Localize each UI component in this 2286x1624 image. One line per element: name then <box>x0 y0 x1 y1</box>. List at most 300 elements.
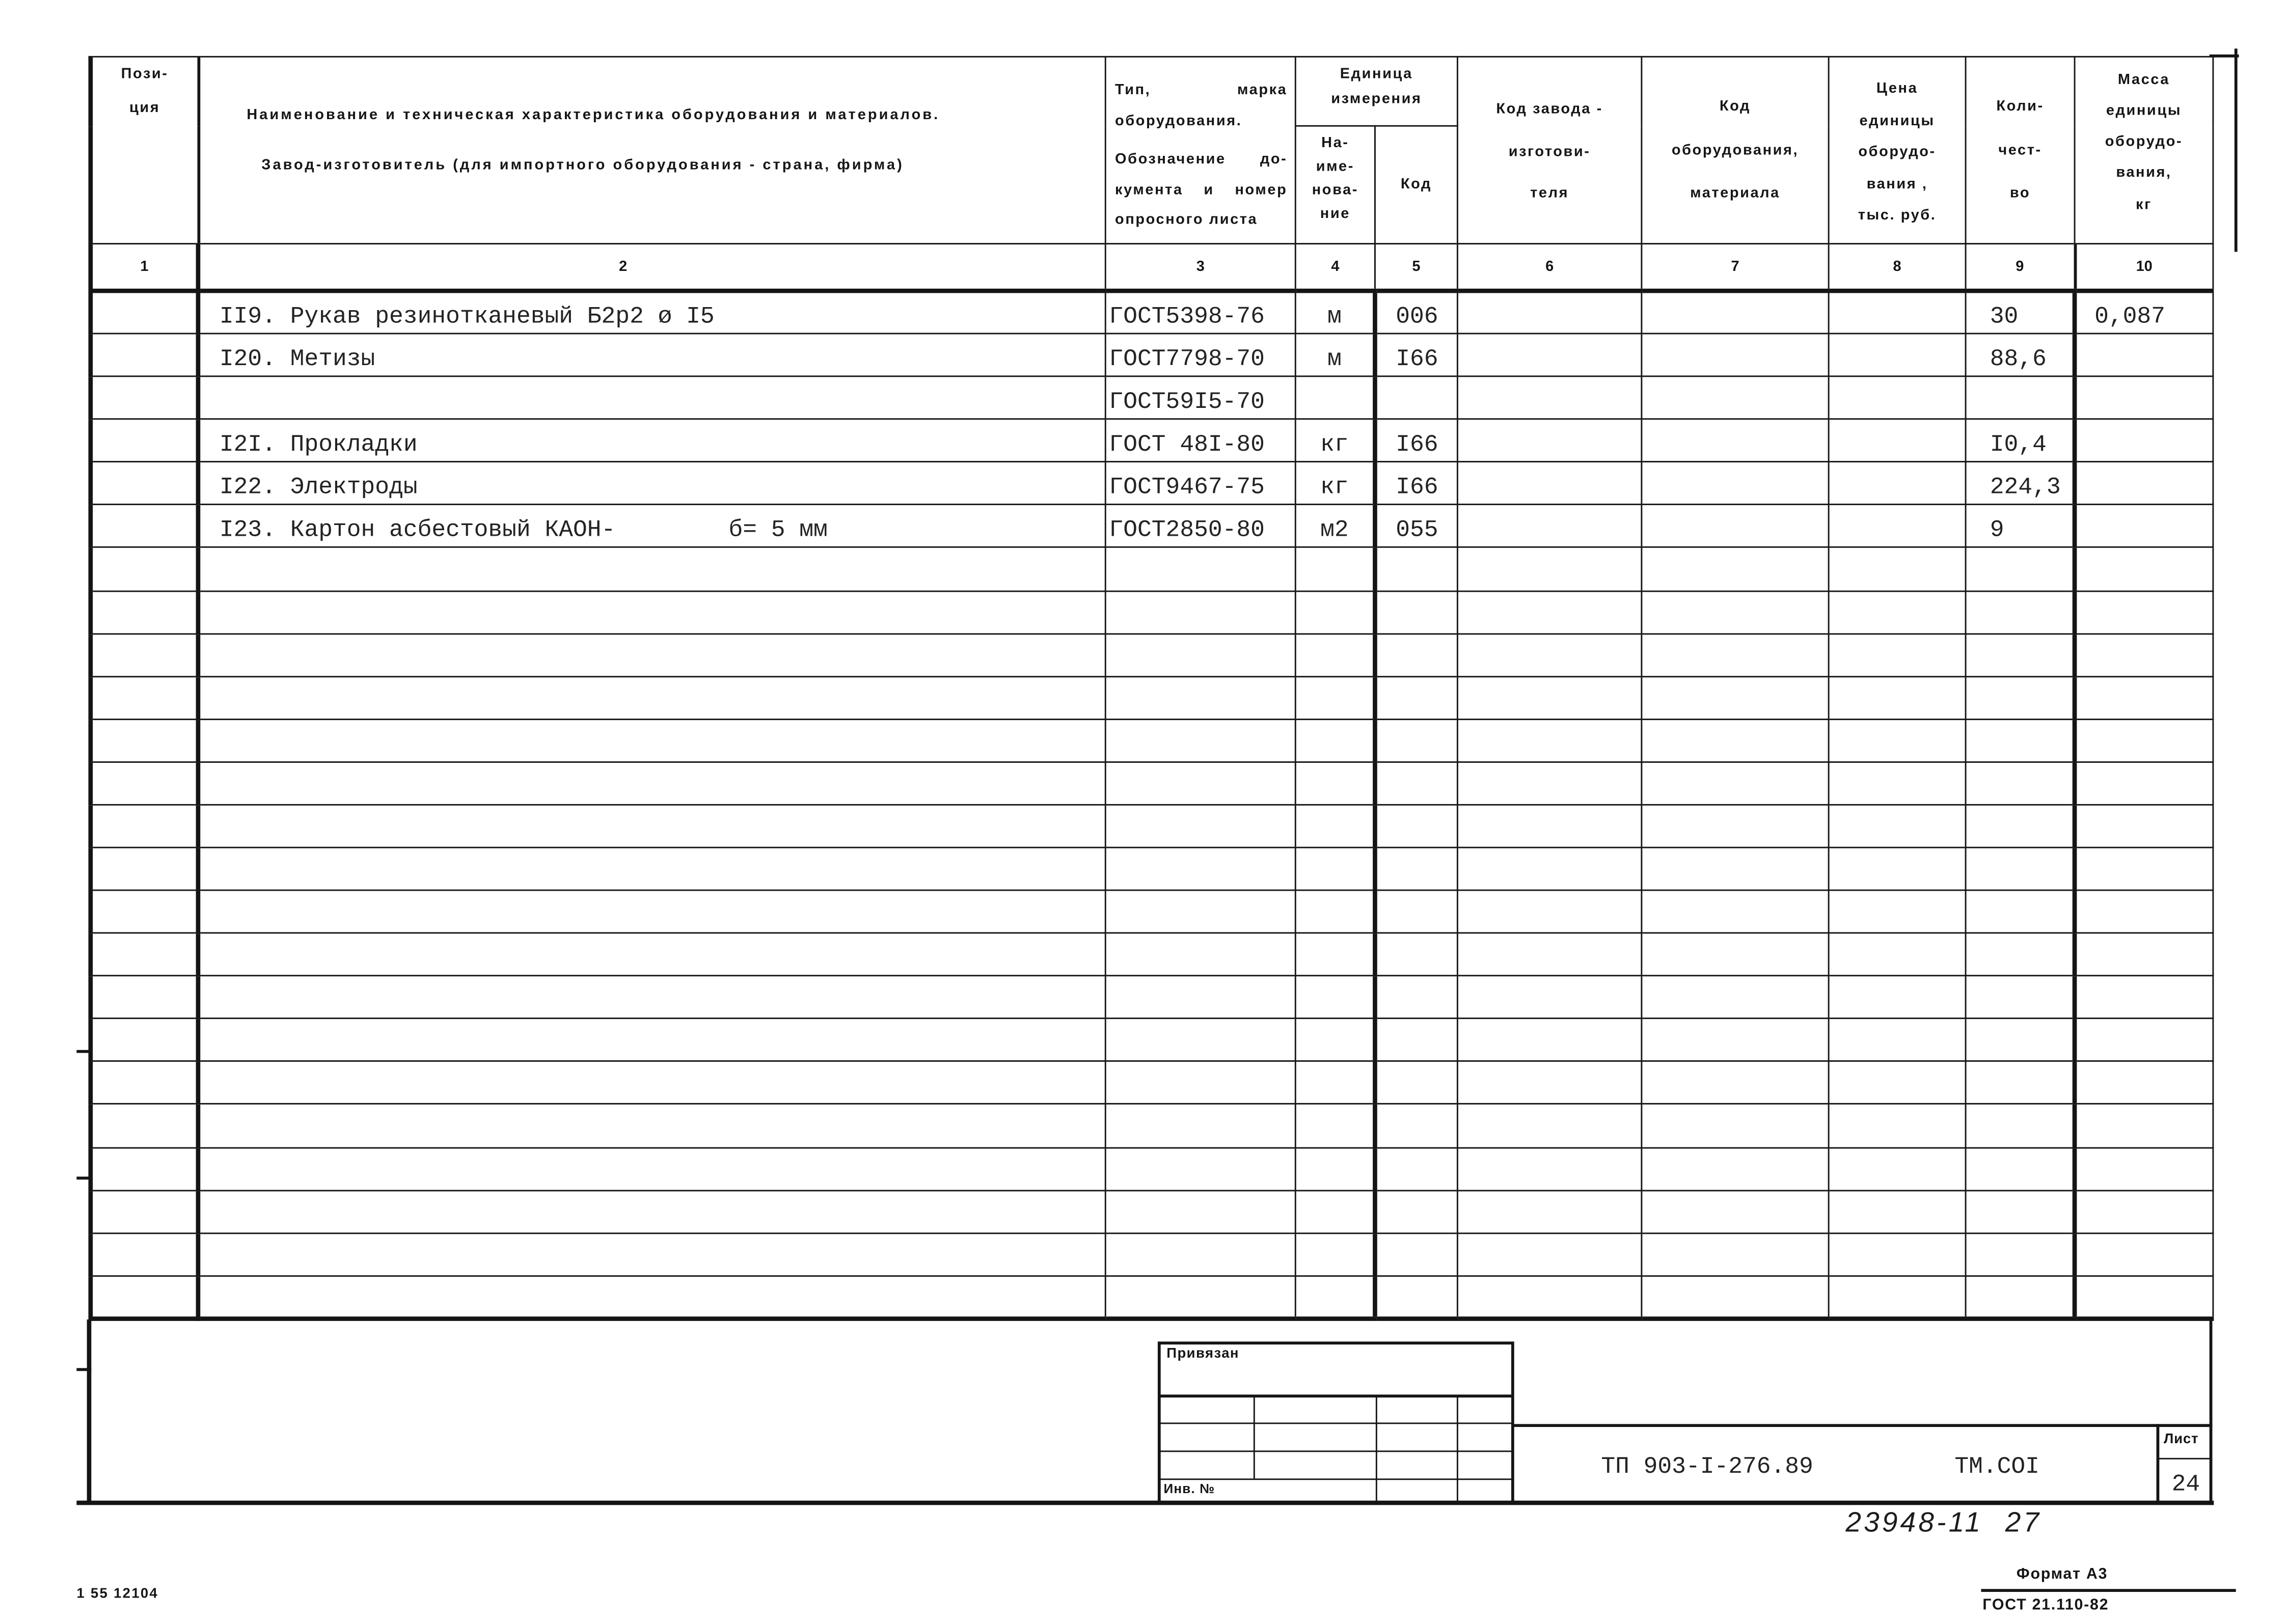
cell-unit-name <box>1295 376 1375 419</box>
cell-unit-price <box>1829 462 1966 505</box>
document-designation: ТП 903-I-276.89 <box>1601 1453 1813 1480</box>
column-number: 2 <box>198 244 1105 291</box>
cell-unit-mass: 0,087 <box>2075 291 2213 334</box>
table-row <box>91 419 2213 462</box>
cell-quantity <box>1966 634 2075 676</box>
cell-quantity <box>1966 1019 2075 1062</box>
cell-material-code <box>1642 805 1829 847</box>
cell-unit-mass <box>2075 334 2213 376</box>
cell-unit-code <box>1375 548 1457 591</box>
cell-material-code <box>1642 676 1829 719</box>
cell-name <box>198 1019 1105 1062</box>
cell-material-code <box>1642 591 1829 634</box>
stamp-grid-line <box>1375 1394 1377 1503</box>
cell-name <box>198 805 1105 847</box>
cell-unit-price <box>1829 1276 1966 1318</box>
cell-position <box>91 762 198 805</box>
cell-quantity: 224,3 <box>1966 462 2075 505</box>
header-line: Обозначение до- <box>1115 151 1288 168</box>
header-line: кумента и номер <box>1115 182 1288 198</box>
cell-unit-mass <box>2075 1276 2213 1318</box>
standard-label: ГОСТ 21.110-82 <box>1982 1596 2109 1614</box>
cell-unit-mass <box>2075 976 2213 1019</box>
cell-name <box>198 1062 1105 1105</box>
cell-name <box>198 1190 1105 1233</box>
cell-material-code <box>1642 376 1829 419</box>
cell-doc-designation <box>1105 1019 1295 1062</box>
cell-doc-designation <box>1105 719 1295 762</box>
cell-doc-designation: ГОСТ2850-80 <box>1105 505 1295 548</box>
cell-unit-name <box>1295 976 1375 1019</box>
cell-unit-code <box>1375 376 1457 419</box>
column-number: 8 <box>1829 244 1966 291</box>
cell-quantity <box>1966 890 2075 933</box>
cell-quantity <box>1966 676 2075 719</box>
cell-unit-mass <box>2075 890 2213 933</box>
cell-quantity: 9 <box>1966 505 2075 548</box>
header-line: нова- <box>1312 182 1359 199</box>
cell-material-code <box>1642 976 1829 1019</box>
cell-manufacturer-code <box>1457 890 1641 933</box>
title-block-line <box>1513 1424 2213 1426</box>
header-line: Наименование и техническая характеристика оборудования и материалов. <box>247 107 940 124</box>
header-line: во <box>2009 185 2031 202</box>
cell-manufacturer-code <box>1457 1147 1641 1190</box>
cell-position <box>91 1062 198 1105</box>
column-number: 1 <box>91 244 198 291</box>
stamp-grid-line <box>1456 1394 1458 1503</box>
cell-unit-name <box>1295 1190 1375 1233</box>
cell-manufacturer-code <box>1457 505 1641 548</box>
cell-doc-designation <box>1105 1062 1295 1105</box>
inventory-number-label: Инв. № <box>1163 1481 1215 1497</box>
cell-unit-price <box>1829 291 1966 334</box>
cell-name <box>198 1233 1105 1276</box>
cell-manufacturer-code <box>1457 634 1641 676</box>
cell-unit-mass <box>2075 505 2213 548</box>
cell-position <box>91 505 198 548</box>
cell-unit-name <box>1295 847 1375 890</box>
cell-doc-designation: ГОСТ9467-75 <box>1105 462 1295 505</box>
cell-unit-code <box>1375 890 1457 933</box>
stamp-grid-line <box>1159 1422 1513 1424</box>
header-line: вания, <box>2116 165 2172 182</box>
cell-unit-code: I66 <box>1375 334 1457 376</box>
frame-bottom-line <box>76 1501 2214 1505</box>
cell-unit-mass <box>2075 676 2213 719</box>
cell-material-code <box>1642 548 1829 591</box>
header-row <box>91 57 2213 126</box>
table-header <box>91 57 2213 291</box>
header-line: кг <box>2136 197 2152 213</box>
header-line: оборудо- <box>2105 134 2183 150</box>
cell-position <box>91 933 198 976</box>
cell-manufacturer-code <box>1457 762 1641 805</box>
cell-unit-name <box>1295 634 1375 676</box>
cell-unit-price <box>1829 1062 1966 1105</box>
cell-manufacturer-code <box>1457 548 1641 591</box>
cell-quantity <box>1966 1147 2075 1190</box>
cell-manufacturer-code <box>1457 334 1641 376</box>
cell-quantity: 88,6 <box>1966 334 2075 376</box>
cell-name <box>198 1147 1105 1190</box>
sheet-number: 24 <box>2171 1471 2200 1498</box>
cell-name <box>198 890 1105 933</box>
cell-material-code <box>1642 1105 1829 1147</box>
cell-name <box>198 1276 1105 1318</box>
cell-unit-price <box>1829 805 1966 847</box>
cell-doc-designation <box>1105 1233 1295 1276</box>
cell-unit-price <box>1829 1019 1966 1062</box>
cell-unit-price <box>1829 1190 1966 1233</box>
cell-position <box>91 1019 198 1062</box>
cell-doc-designation: ГОСТ5398-76 <box>1105 291 1295 334</box>
cell-name: I20. Метизы <box>198 334 1105 376</box>
cell-name <box>198 634 1105 676</box>
cell-position <box>91 1147 198 1190</box>
cell-position <box>91 548 198 591</box>
cell-unit-code <box>1375 634 1457 676</box>
cell-manufacturer-code <box>1457 591 1641 634</box>
cell-unit-code <box>1375 591 1457 634</box>
cell-unit-code <box>1375 805 1457 847</box>
cell-manufacturer-code <box>1457 419 1641 462</box>
cell-unit-mass <box>2075 847 2213 890</box>
cell-unit-price <box>1829 719 1966 762</box>
cell-position <box>91 419 198 462</box>
cell-unit-name <box>1295 1019 1375 1062</box>
cell-unit-name <box>1295 762 1375 805</box>
cell-material-code <box>1642 719 1829 762</box>
cell-position <box>91 847 198 890</box>
cell-quantity <box>1966 933 2075 976</box>
table-row <box>91 676 2213 719</box>
cell-doc-designation <box>1105 1147 1295 1190</box>
table-row <box>91 1276 2213 1318</box>
cell-doc-designation <box>1105 634 1295 676</box>
cell-unit-code <box>1375 1062 1457 1105</box>
cell-unit-name <box>1295 548 1375 591</box>
cell-doc-designation <box>1105 933 1295 976</box>
header-line: материала <box>1690 185 1780 202</box>
cell-unit-mass <box>2075 1190 2213 1233</box>
cell-unit-price <box>1829 890 1966 933</box>
header-line: Завод-изготовитель (для импортного оборудования - страна, фирма) <box>261 157 904 174</box>
cell-unit-price <box>1829 976 1966 1019</box>
header-unit-price <box>1829 57 1966 243</box>
cell-unit-name <box>1295 676 1375 719</box>
cell-quantity <box>1966 1276 2075 1318</box>
cell-manufacturer-code <box>1457 462 1641 505</box>
cell-doc-designation <box>1105 805 1295 847</box>
cell-doc-designation <box>1105 976 1295 1019</box>
cell-material-code <box>1642 847 1829 890</box>
cell-manufacturer-code <box>1457 676 1641 719</box>
cell-unit-price <box>1829 933 1966 976</box>
cell-manufacturer-code <box>1457 976 1641 1019</box>
cell-position <box>91 634 198 676</box>
header-line: чест- <box>1998 142 2042 158</box>
cell-doc-designation: ГОСТ59I5-70 <box>1105 376 1295 419</box>
cell-position <box>91 676 198 719</box>
cell-manufacturer-code <box>1457 719 1641 762</box>
header-line: оборудования, <box>1671 142 1799 158</box>
cell-manufacturer-code <box>1457 1190 1641 1233</box>
cell-position <box>91 805 198 847</box>
sheet-label: Лист <box>2163 1431 2199 1448</box>
cell-name <box>198 1105 1105 1147</box>
cell-unit-name <box>1295 1147 1375 1190</box>
cell-material-code <box>1642 334 1829 376</box>
column-number: 9 <box>1966 244 2075 291</box>
header-line: изготови- <box>1508 143 1591 160</box>
header-unit-mass <box>2075 57 2213 243</box>
cell-unit-mass <box>2075 1019 2213 1062</box>
header-line: Тип, марка <box>1115 82 1288 99</box>
cell-material-code <box>1642 933 1829 976</box>
cell-name <box>198 847 1105 890</box>
cell-quantity <box>1966 805 2075 847</box>
table-row <box>91 1105 2213 1147</box>
cell-quantity <box>1966 1062 2075 1105</box>
cell-position <box>91 376 198 419</box>
cell-unit-price <box>1829 334 1966 376</box>
cell-unit-name <box>1295 933 1375 976</box>
cell-unit-name <box>1295 1062 1375 1105</box>
cell-manufacturer-code <box>1457 1276 1641 1318</box>
cell-quantity <box>1966 1190 2075 1233</box>
table-row <box>91 1190 2213 1233</box>
header-line: ние <box>1320 206 1350 223</box>
header-line: Код завода - <box>1496 101 1603 118</box>
cell-unit-name <box>1295 1105 1375 1147</box>
header-line: оборудо- <box>1858 144 1936 161</box>
print-code: 1 55 12104 <box>76 1586 158 1603</box>
header-position <box>91 57 198 243</box>
cell-unit-code <box>1375 976 1457 1019</box>
cell-unit-name: м <box>1295 291 1375 334</box>
cell-quantity: I0,4 <box>1966 419 2075 462</box>
cell-quantity <box>1966 976 2075 1019</box>
table-row <box>91 591 2213 634</box>
cell-position <box>91 1190 198 1233</box>
cell-unit-name <box>1295 805 1375 847</box>
margin-mark <box>76 1368 91 1371</box>
cell-material-code <box>1642 1062 1829 1105</box>
header-line: Цена <box>1876 81 1918 97</box>
header-line: Пози- <box>121 66 169 82</box>
cell-manufacturer-code <box>1457 805 1641 847</box>
cell-quantity <box>1966 376 2075 419</box>
cell-unit-code <box>1375 762 1457 805</box>
table-row <box>91 976 2213 1019</box>
cell-quantity <box>1966 1233 2075 1276</box>
cell-position <box>91 591 198 634</box>
cell-unit-price <box>1829 591 1966 634</box>
header-line: Масса <box>2117 71 2170 88</box>
cell-quantity <box>1966 548 2075 591</box>
cell-name <box>198 376 1105 419</box>
cell-unit-code <box>1375 1105 1457 1147</box>
cell-doc-designation <box>1105 847 1295 890</box>
cell-position <box>91 1233 198 1276</box>
cell-unit-price <box>1829 1233 1966 1276</box>
header-line: име- <box>1316 159 1355 176</box>
header-line: Коли- <box>1996 98 2044 115</box>
cell-material-code <box>1642 1233 1829 1276</box>
cell-unit-price <box>1829 762 1966 805</box>
header-unit-code <box>1375 126 1457 243</box>
cell-quantity <box>1966 762 2075 805</box>
cell-unit-name <box>1295 1276 1375 1318</box>
cell-name: I23. Картон асбестовый КАОН- б= 5 мм <box>198 505 1105 548</box>
table-body <box>91 291 2213 1318</box>
cell-unit-code <box>1375 933 1457 976</box>
cell-doc-designation <box>1105 890 1295 933</box>
cell-material-code <box>1642 1190 1829 1233</box>
column-number: 5 <box>1375 244 1457 291</box>
cell-unit-mass <box>2075 1062 2213 1105</box>
cell-name <box>198 676 1105 719</box>
cell-manufacturer-code <box>1457 1062 1641 1105</box>
cell-unit-price <box>1829 419 1966 462</box>
stamp-border <box>1159 1341 1513 1344</box>
stamp-label: Привязан <box>1166 1346 1240 1362</box>
cell-unit-name <box>1295 1233 1375 1276</box>
cell-doc-designation <box>1105 676 1295 719</box>
cell-unit-code <box>1375 1276 1457 1318</box>
cell-unit-code <box>1375 847 1457 890</box>
cell-name: I2I. Прокладки <box>198 419 1105 462</box>
frame-edge-mark <box>2235 48 2238 252</box>
cell-unit-code: I66 <box>1375 419 1457 462</box>
header-name <box>198 57 1105 243</box>
cell-unit-mass <box>2075 1105 2213 1147</box>
cell-position <box>91 1105 198 1147</box>
cell-unit-name <box>1295 890 1375 933</box>
header-line: единицы <box>1859 113 1935 129</box>
header-line: оборудования. <box>1115 113 1242 129</box>
column-number: 7 <box>1642 244 1829 291</box>
cell-unit-code <box>1375 719 1457 762</box>
cell-material-code <box>1642 1147 1829 1190</box>
cell-manufacturer-code <box>1457 376 1641 419</box>
cell-material-code <box>1642 1019 1829 1062</box>
cell-unit-price <box>1829 376 1966 419</box>
header-line: Код <box>1400 177 1432 193</box>
header-line: На- <box>1321 135 1349 152</box>
cell-unit-mass <box>2075 548 2213 591</box>
cell-unit-price <box>1829 847 1966 890</box>
table-row <box>91 1147 2213 1190</box>
cell-doc-designation <box>1105 762 1295 805</box>
cell-doc-designation <box>1105 1276 1295 1318</box>
column-number: 3 <box>1105 244 1295 291</box>
header-quantity <box>1966 57 2075 243</box>
table-row <box>91 548 2213 591</box>
cell-material-code <box>1642 1276 1829 1318</box>
cell-unit-mass <box>2075 805 2213 847</box>
header-line: ция <box>129 100 160 117</box>
header-line: тыс. руб. <box>1858 207 1937 224</box>
table-row <box>91 933 2213 976</box>
table-row <box>91 1233 2213 1276</box>
cell-unit-code <box>1375 1190 1457 1233</box>
cell-quantity: 30 <box>1966 291 2075 334</box>
column-number: 4 <box>1295 244 1375 291</box>
cell-name <box>198 548 1105 591</box>
cell-quantity <box>1966 719 2075 762</box>
table-row <box>91 291 2213 334</box>
cell-name <box>198 719 1105 762</box>
cell-unit-mass <box>2075 933 2213 976</box>
header-unit <box>1295 57 1457 126</box>
header-line: Код <box>1719 98 1751 115</box>
column-number-row <box>91 244 2213 291</box>
cell-unit-code: 055 <box>1375 505 1457 548</box>
header-line: измерения <box>1331 91 1422 108</box>
cell-position <box>91 291 198 334</box>
cell-name: I22. Электроды <box>198 462 1105 505</box>
cell-unit-code: 006 <box>1375 291 1457 334</box>
header-line: Единица <box>1340 66 1413 82</box>
cell-material-code <box>1642 419 1829 462</box>
cell-unit-name: м <box>1295 334 1375 376</box>
cell-position <box>91 976 198 1019</box>
table-row <box>91 719 2213 762</box>
header-equipment-code <box>1642 57 1829 243</box>
cell-unit-price <box>1829 634 1966 676</box>
cell-unit-code <box>1375 1019 1457 1062</box>
table-row <box>91 1019 2213 1062</box>
margin-mark <box>76 1050 91 1053</box>
stamp-grid-line <box>1159 1450 1513 1452</box>
cell-material-code <box>1642 890 1829 933</box>
cell-manufacturer-code <box>1457 291 1641 334</box>
cell-unit-price <box>1829 505 1966 548</box>
cell-manufacturer-code <box>1457 933 1641 976</box>
cell-name: II9. Рукав резинотканевый Б2р2 ø I5 <box>198 291 1105 334</box>
header-line: теля <box>1530 185 1569 202</box>
cell-unit-price <box>1829 1147 1966 1190</box>
cell-doc-designation <box>1105 591 1295 634</box>
cell-position <box>91 1276 198 1318</box>
cell-name <box>198 933 1105 976</box>
cell-manufacturer-code <box>1457 1233 1641 1276</box>
table-row <box>91 505 2213 548</box>
cell-manufacturer-code <box>1457 847 1641 890</box>
cell-unit-name: кг <box>1295 419 1375 462</box>
cell-doc-designation <box>1105 1105 1295 1147</box>
cell-position <box>91 462 198 505</box>
cell-unit-code <box>1375 1147 1457 1190</box>
cell-name <box>198 762 1105 805</box>
table-row <box>91 1062 2213 1105</box>
cell-material-code <box>1642 462 1829 505</box>
table-row <box>91 334 2213 376</box>
cell-unit-mass <box>2075 462 2213 505</box>
cell-position <box>91 719 198 762</box>
cell-unit-mass <box>2075 1147 2213 1190</box>
cell-name <box>198 976 1105 1019</box>
cell-unit-code <box>1375 1233 1457 1276</box>
cell-position <box>91 334 198 376</box>
header-line: вания , <box>1866 176 1928 192</box>
margin-mark <box>76 1177 91 1180</box>
cell-unit-mass <box>2075 419 2213 462</box>
header-manufacturer-code <box>1457 57 1641 243</box>
column-number: 10 <box>2075 244 2213 291</box>
